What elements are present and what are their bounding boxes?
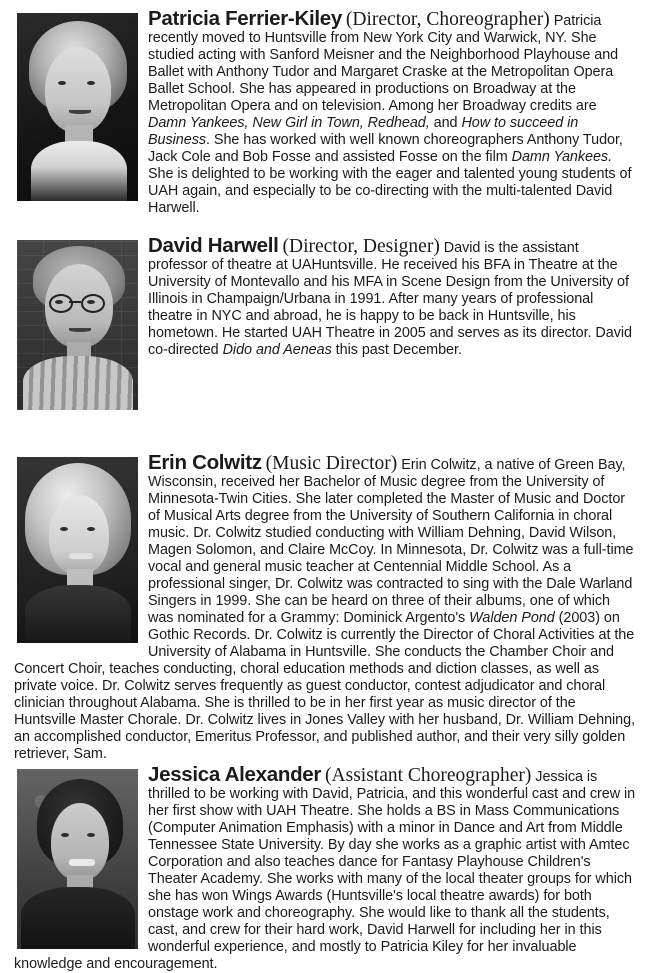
bio-entry-david (14, 234, 636, 414)
portrait-photo-david (17, 240, 138, 410)
portrait-photo-erin (17, 457, 138, 643)
bio-role-david: (Director, Designer) (282, 236, 440, 257)
bio-body-erin: Erin Colwitz, a native of Green Bay, Wisconsin, received her Bachelor of Music degree from the University of Minnesota-Twin Cities. She later completed the Master of Music and Doctor of Musical Arts degree from the University of Southern California in choral music. Dr. Colwitz studied conducting with William Dehning, David Wilson, Magen Solomon, and Claire McCoy. In Minnesota, Dr. Colwitz was a full-time vocal and general music teacher at Centennial Middle School. As a professional singer, Dr. Colwitz was contracted to sing with the Dale Warland Singers in 1999. She can be heard on three of their albums, one of which was nominated for a Grammy: Dominick Argento's Walden Pond (2003) on Gothic Records. Dr. Colwitz is currently the Director of Choral Activities at the University of Alabama in Huntsville. She conducts the Chamber Choir and Concert Choir, teaches conducting, choral education methods and diction classes, as well as private voice. Dr. Colwitz serves frequently as guest conductor, contest adjudicator and choral clinician throughout Alabama. She is thrilled to be in her first year as music director of the Huntsville Master Chorale. Dr. Colwitz lives in Jones Valley with her husband, Dr. William Dehning, an accomplished conductor, Emeritus Professor, and published author, and their very silly golden retriever, Sam. (14, 457, 636, 762)
bio-entry-jessica (14, 763, 636, 973)
bio-name-jessica: Jessica Alexander (148, 763, 322, 786)
bio-body-david: David is the assistant professor of theatre at UAHuntsville. He received his BFA in Theatre at the University of Montevallo and his MFA in Scene Design from the University of Illinois in Champaign/Urbana in 1991. After many years of professional theatre in NYC and abroad, he is happy to be back in Huntsville, his hometown. He started UAH Theatre in 2005 and serves as its director. David co-directed Dido and Aeneas this past December. (148, 240, 632, 358)
bio-role-patricia: (Director, Choreographer) (345, 9, 550, 30)
bio-role-jessica: (Assistant Choreographer) (325, 765, 532, 786)
bio-entry-patricia (14, 7, 636, 217)
portrait-photo-patricia (17, 13, 138, 201)
bio-body-jessica: Jessica is thrilled to be working with David, Patricia, and this wonderful cast and crew in her first show with UAH Theatre. She holds a BS in Mass Communications (Computer Animation Emphasis) with a minor in Dance and Art from Middle Tennessee State University. By day she works as a graphic artist with Amtec Corporation and also teaches dance for Fantasy Playhouse Children's Theater Academy. She works with many of the local theater groups for which she has won Wings Awards (Huntsville's local theatre awards) for both onstage work and choreography. She would like to thank all the students, cast, and crew for their hard work, David Harwell for including her in this wonderful experience, and mostly to Patricia Kiley for her invaluable knowledge and encouragement. (14, 769, 636, 972)
bio-name-erin: Erin Colwitz (148, 451, 262, 474)
bio-role-erin: (Music Director) (265, 453, 398, 474)
portrait-photo-jessica (17, 769, 138, 949)
bio-name-david: David Harwell (148, 234, 279, 257)
bio-body-patricia: Patricia recently moved to Huntsville from New York City and Warwick, NY. She studied acting with Sanford Meisner and the Neighborhood Playhouse and Ballet with Anthony Tudor and Margaret Craske at the Metropolitan Opera Ballet School. She has appeared in productions on Broadway at the Metropolitan Opera and on television. Among her Broadway credits are Damn Yankees, New Girl in Town, Redhead, and How to succeed in Business. She has worked with well known choreographers Anthony Tudor, Jack Cole and Bob Fosse and assisted Fosse on the film Damn Yankees. She is delighted to be working with the eager and talented young students of UAH again, and especially to be co-directing with the multi-talented David Harwell. (148, 13, 632, 216)
bio-entry-erin (14, 451, 636, 763)
bio-name-patricia: Patricia Ferrier-Kiley (148, 7, 342, 30)
